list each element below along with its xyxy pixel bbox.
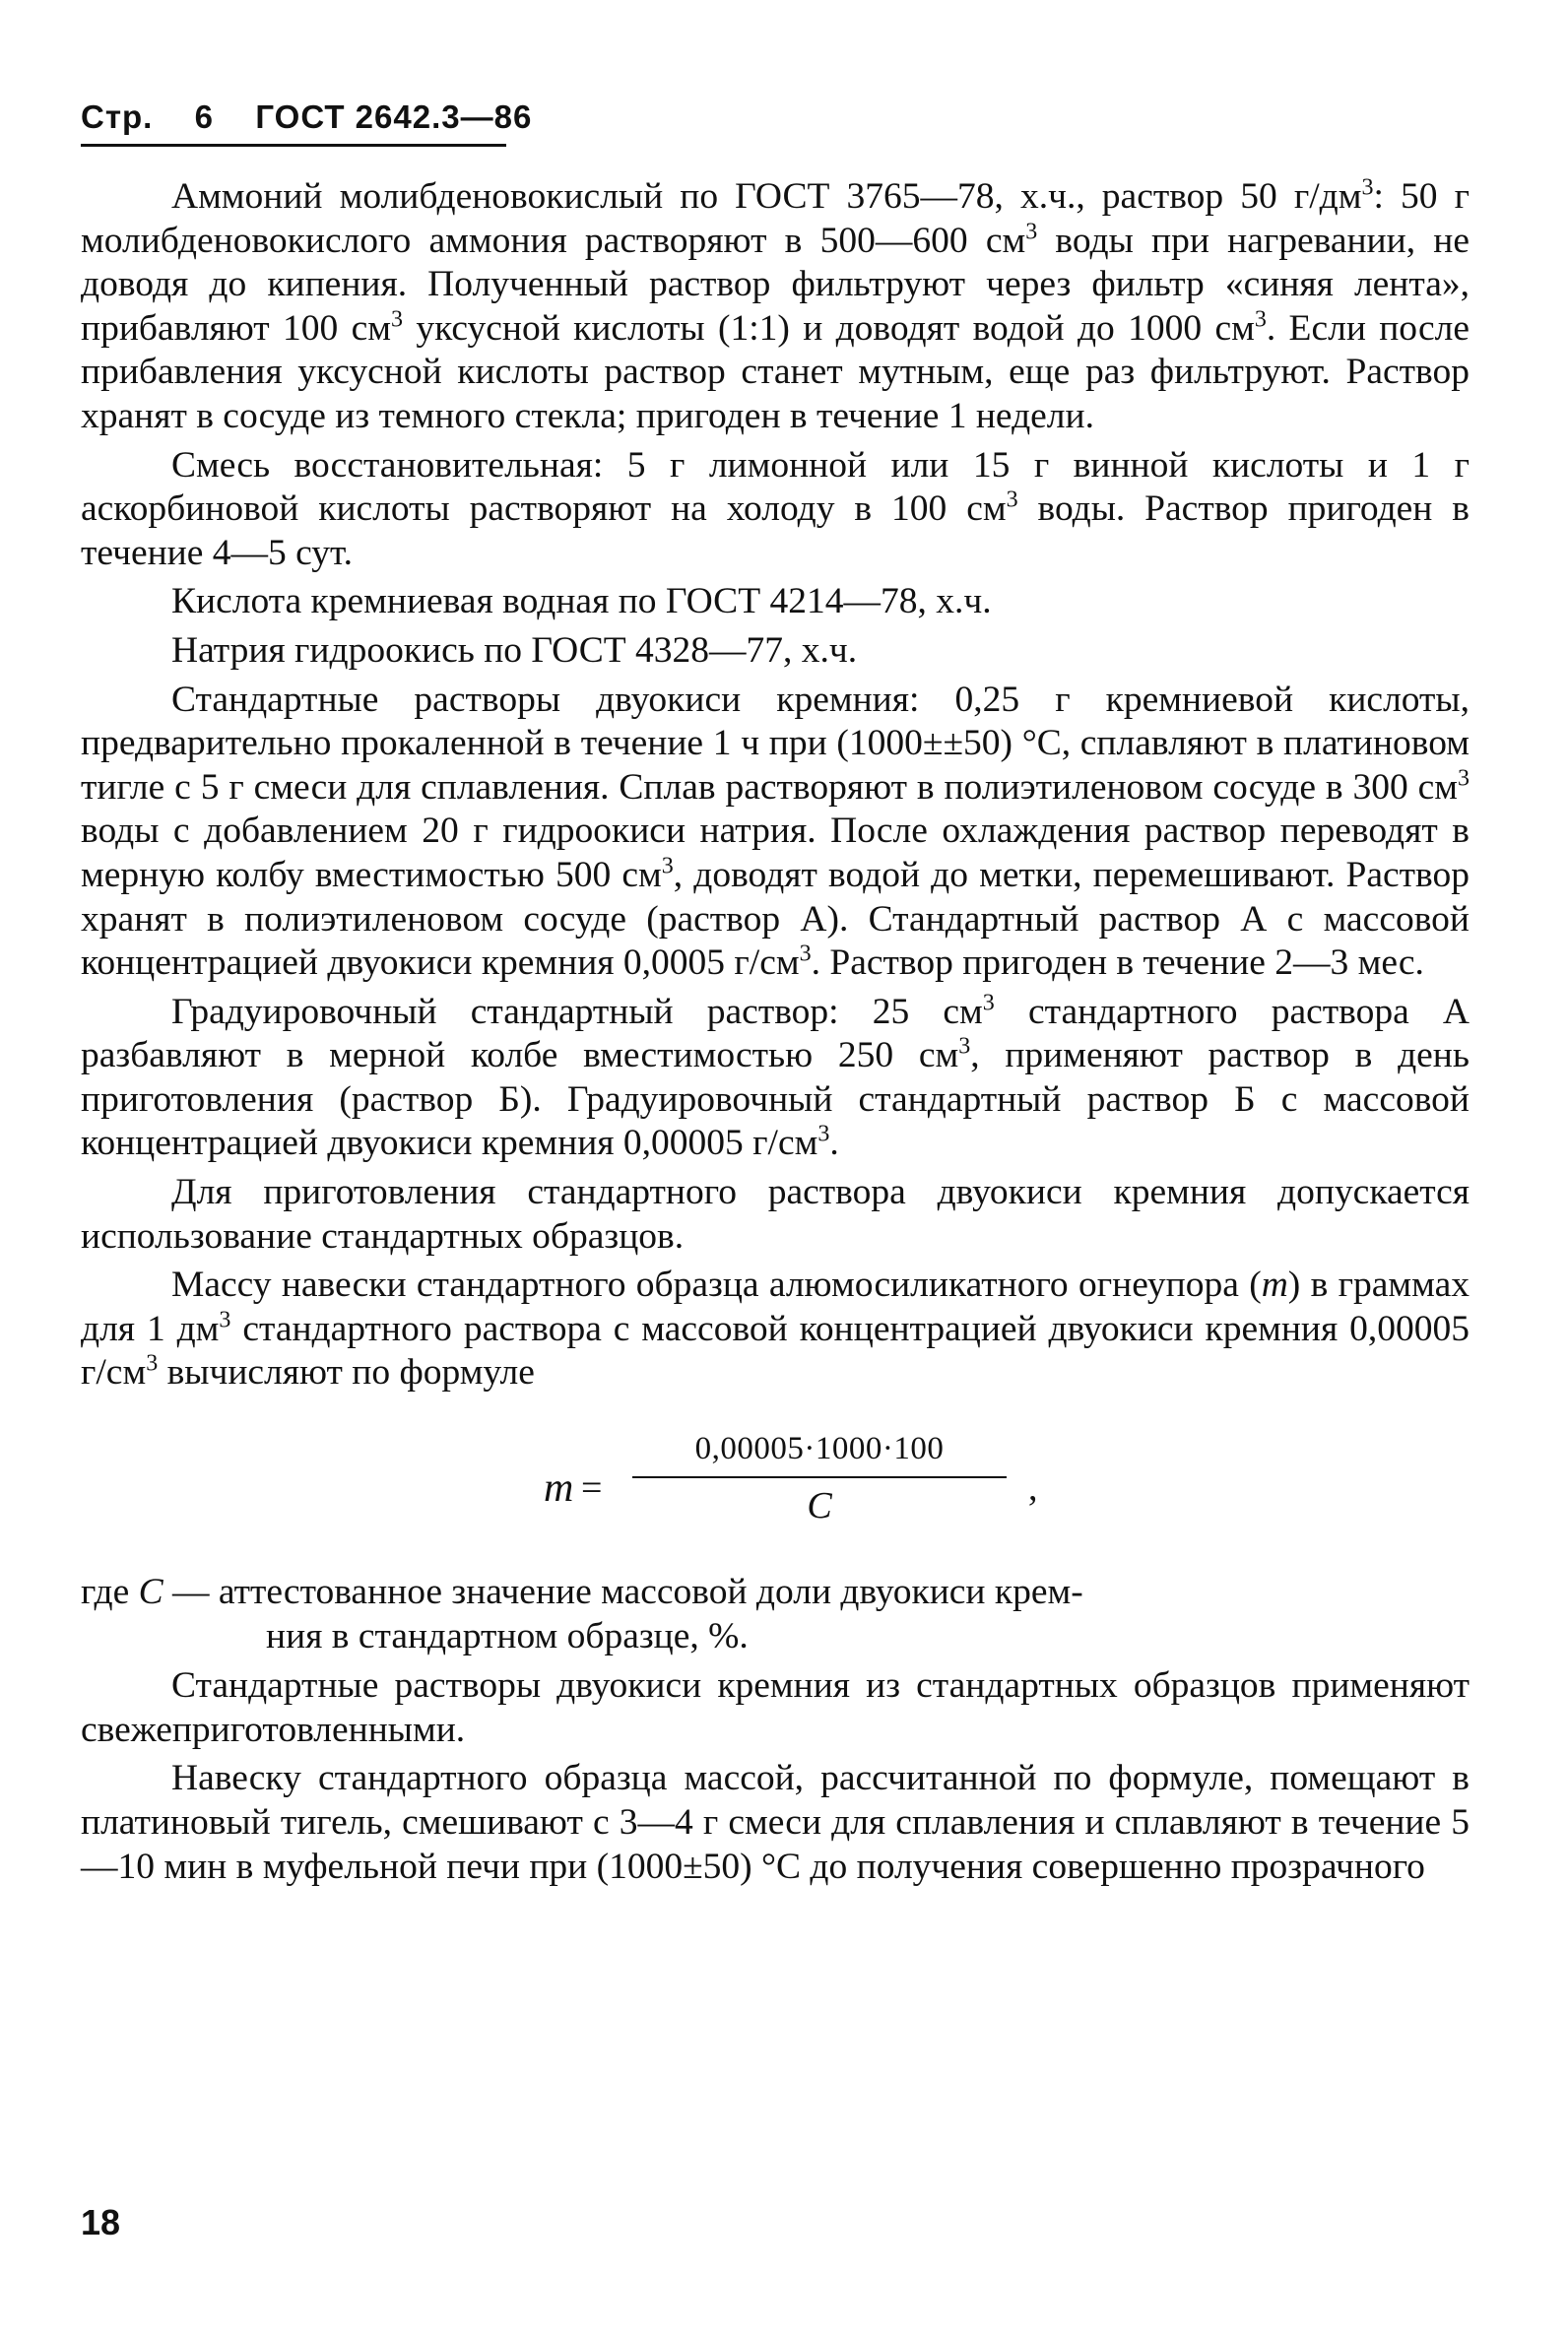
paragraph-sodium-hydroxide: Натрия гидроокись по ГОСТ 4328—77, х.ч.	[171, 629, 858, 671]
running-header	[81, 98, 532, 136]
page-number: 18	[81, 2202, 121, 2242]
page-ref: 6	[194, 98, 215, 135]
mass-formula	[81, 1415, 1470, 1563]
paragraph-sample-mass: Массу навески стандартного образца алюмосиликатного огнеупора (m) в граммах для 1 $дм^3$ стандартного раствора с массовой концентрацией двуокиси кремния 0,00005 $г/см^3$ вычисляют по формуле	[81, 1265, 1470, 1394]
formula-equals: =	[581, 1467, 603, 1510]
paragraph-reducing-mixture: Смесь восстановительная: 5 г лимонной или 15 г винной кислоты и 1 г аскорбиновой кислоты растворяют на холоду в 100 $см^3$ воды. Раствор пригоден в течение 4—5 сут.	[81, 444, 1470, 573]
paragraph-standard-solutions: Стандартные растворы двуокиси кремния: 0,25 г кремниевой кислоты, предварительно прокаленной в течение 1 ч при (1000±±50) °С, сплавляют в платиновом тигле с 5 г смеси для сплавления. Сплав растворяют в полиэтиленовом сосуде в 300 $см^3$ воды с добавлением 20 г гидроокиси натрия. После охлаждения раствор переводят в мерную колбу вместимостью 500 $см^3$, доводят водой до метки, перемешивают. Раствор хранят в полиэтиленовом сосуде (раствор А). Стандартный раствор А с массовой концентрацией двуокиси кремния 0,0005 $г/см^3$. Раствор пригоден в течение 2—3 мес.	[81, 679, 1470, 984]
formula-comma: ,	[1028, 1467, 1038, 1510]
formula-lhs: m	[544, 1465, 574, 1512]
formula-denominator: C	[807, 1485, 832, 1527]
paragraph-ammonium: Аммоний молибденовокислый по ГОСТ 3765—78, х.ч., раствор 50 $г/дм^3$: 50 г молибденовокислого аммония растворяют в 500—600 $см^3$ воды при нагревании, не доводя до кипения. Полученный раствор фильтруют через фильтр «синяя лента», прибавляют 100 $см^3$ уксусной кислоты (1:1) и доводят водой до 1000 $см^3$. Если после прибавления уксусной кислоты раствор станет мутным, еще раз фильтруют. Раствор хранят в сосуде из темного стекла; пригоден в течение 1 недели.	[81, 174, 1470, 436]
paragraph-reference-samples: Для приготовления стандартного раствора двуокиси кремния допускается использование стандартных образцов.	[81, 1172, 1470, 1257]
fraction-bar	[632, 1476, 1007, 1478]
paragraph-fusion: Навеску стандартного образца массой, рассчитанной по формуле, помещают в платиновый тигель, смешивают с 3—4 г смеси для сплавления и сплавляют в течение 5—10 мин в муфельной печи при (1000±50) °С до получения совершенно прозрачного	[81, 1758, 1470, 1887]
standard-number: ГОСТ 2642.3—86	[255, 98, 533, 135]
header-rule	[81, 144, 506, 147]
paragraph-calibration-solution: Градуировочный стандартный раствор: 25 $см^3$ стандартного раствора А разбавляют в мерной колбе вместимостью 250 $см^3$, применяют раствор в день приготовления (раствор Б). Градуировочный стандартный раствор Б с массовой концентрацией двуокиси кремния 0,00005 $г/см^3$.	[81, 990, 1470, 1164]
document-body	[81, 175, 1470, 1894]
formula-numerator: 0,00005·1000·100	[694, 1431, 945, 1467]
paragraph-fresh-solutions: Стандартные растворы двуокиси кремния из стандартных образцов применяют свежеприготовленными.	[81, 1665, 1470, 1750]
formula-legend: где C — аттестованное значение массовой доли двуокиси крем- ния в стандартном образце, %.	[81, 1572, 1083, 1656]
page-label: Стр.	[81, 98, 154, 135]
paragraph-silicic-acid: Кислота кремниевая водная по ГОСТ 4214—78, х.ч.	[171, 581, 992, 622]
